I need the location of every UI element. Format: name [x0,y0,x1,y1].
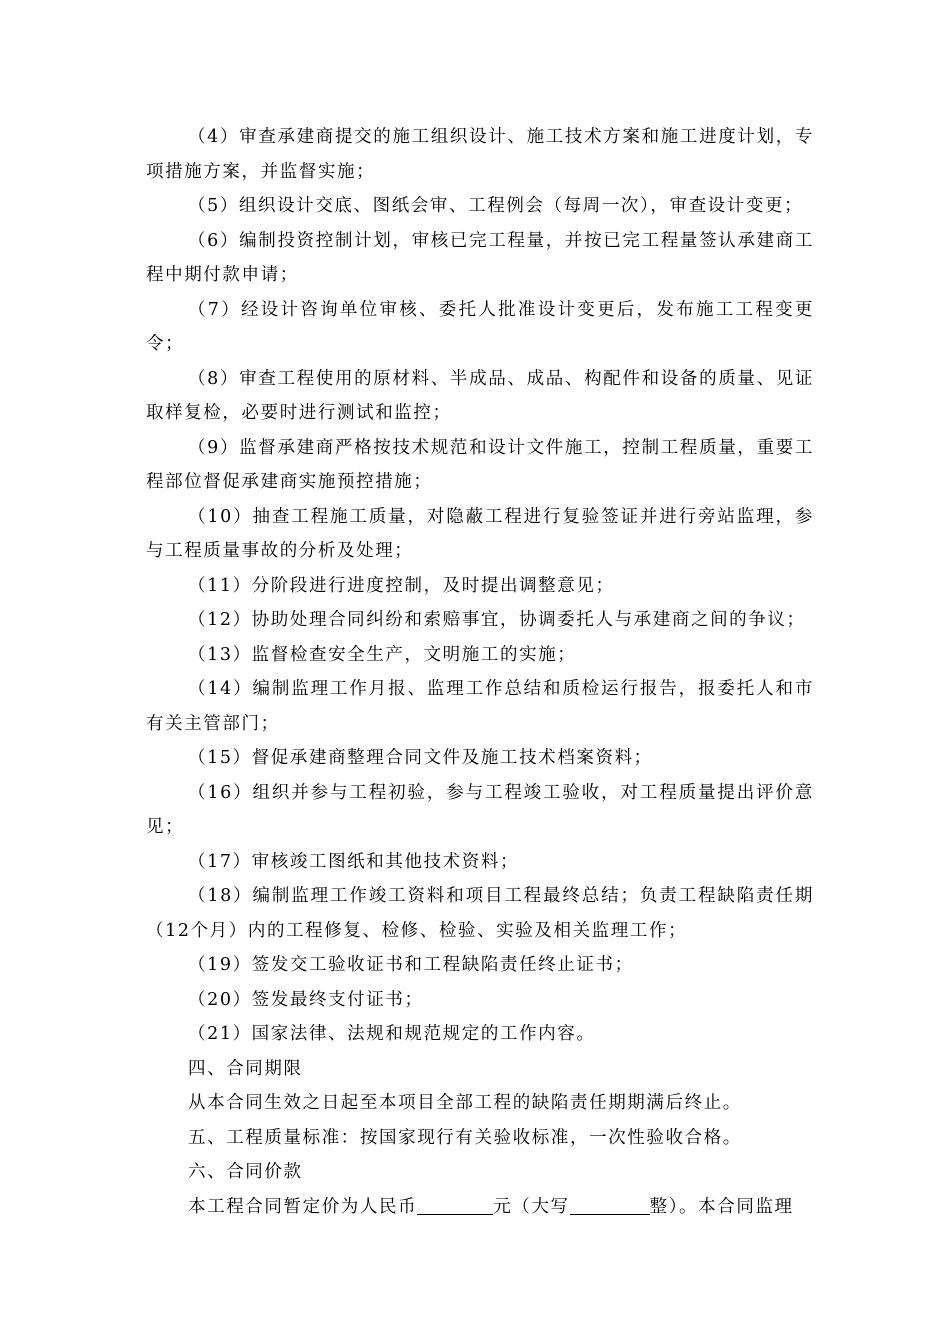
amount-words-blank-line [570,1194,650,1215]
paragraph-item-4: （4）审查承建商提交的施工组织设计、施工技术方案和施工进度计划，专项措施方案，并监督实施； [146,127,814,182]
paragraph-item-9: （9）监督承建商严格按技术规范和设计文件施工，控制工程质量，重要工程部位督促承建商实施预控措施； [146,437,814,492]
paragraph-item-10: （10）抽查工程施工质量，对隐蔽工程进行复验签证并进行旁站监理，参与工程质量事故的分析及处理； [146,506,814,561]
section-heading-quality-standard: 五、工程质量标准：按国家现行有关验收标准，一次性验收合格。 [188,1127,742,1148]
paragraph-item-16: （16）组织并参与工程初验，参与工程竣工验收，对工程质量提出评价意见； [146,782,814,837]
price-text-part-2: 元（大写 [493,1196,570,1217]
paragraph-item-19: （19）签发交工验收证书和工程缺陷责任终止证书； [188,955,634,975]
paragraph-item-21: （21）国家法律、法规和规范规定的工作内容。 [188,1024,596,1044]
paragraph-item-7: （7）经设计咨询单位审核、委托人批准设计变更后，发布施工工程变更令； [146,299,814,354]
contract-term-text: 从本合同生效之日起至本项目全部工程的缺陷责任期期满后终止。 [188,1093,742,1113]
body-text [146,120,814,1224]
paragraph-item-15: （15）督促承建商整理合同文件及施工技术档案资料； [188,748,653,768]
paragraph-item-17: （17）审核竣工图纸和其他技术资料； [188,851,520,872]
paragraph-item-12: （12）协助处理合同纠纷和索赔事宜，协调委托人与承建商之间的争议； [188,610,806,630]
contract-price-text [146,1190,814,1225]
paragraph-item-6: （6）编制投资控制计划，审核已完工程量，并按已完工程量签认承建商工程中期付款申请； [146,230,814,285]
price-text-part-1: 本工程合同暂定价为人民币 [188,1196,418,1217]
paragraph-item-14: （14）编制监理工作月报、监理工作总结和质检运行报告，报委托人和市有关主管部门； [146,679,814,734]
paragraph-item-5: （5）组织设计交底、图纸会审、工程例会（每周一次），审查设计变更； [188,196,804,216]
paragraph-item-13: （13）监督检查安全生产，文明施工的实施； [188,644,577,665]
paragraph-item-18: （18）编制监理工作竣工资料和项目工程最终总结；负责工程缺陷责任期（12个月）内的工程修复、检修、检验、实验及相关监理工作； [146,886,814,941]
paragraph-item-20: （20）签发最终支付证书； [188,989,424,1010]
price-text-part-3: 整）。本合同监理 [649,1196,794,1217]
section-heading-contract-term: 四、合同期限 [188,1058,303,1079]
paragraph-item-11: （11）分阶段进行进度控制，及时提出调整意见； [188,575,615,596]
amount-blank-line [417,1194,493,1215]
section-heading-contract-price: 六、合同价款 [188,1162,303,1182]
paragraph-item-8: （8）审查工程使用的原材料、半成品、成品、构配件和设备的质量、见证取样复检，必要时进行测试和监控； [146,368,814,423]
